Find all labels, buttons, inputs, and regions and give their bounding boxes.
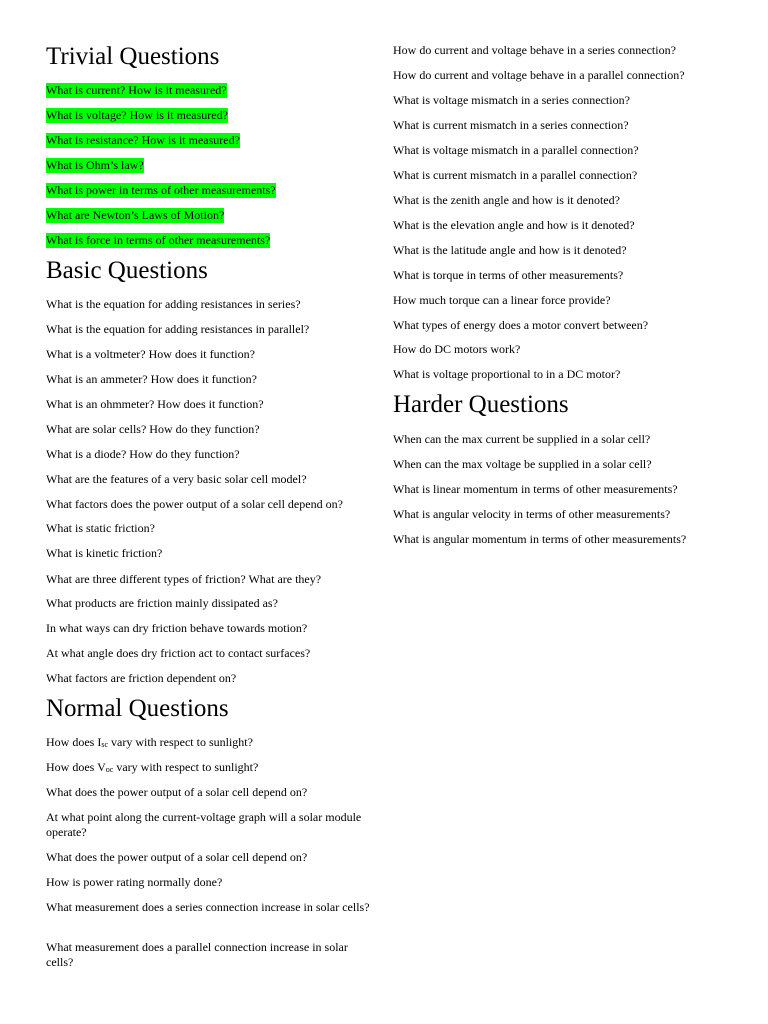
harder-question: What is linear momentum in terms of other measurements? — [393, 482, 678, 496]
normal-question: What is current mismatch in a series connection? — [393, 118, 629, 132]
basic-question: What factors does the power output of a solar cell depend on? — [46, 497, 343, 511]
normal-question: What is voltage proportional to in a DC motor? — [393, 367, 621, 381]
trivial-question: What is voltage? How is it measured? — [46, 108, 228, 122]
harder-question: What is angular momentum in terms of other measurements? — [393, 532, 687, 546]
trivial-question: What is force in terms of other measurements? — [46, 233, 271, 247]
basic-question: In what ways can dry friction behave towards motion? — [46, 621, 308, 635]
basic-question: What factors are friction dependent on? — [46, 671, 237, 685]
normal-question-isc — [46, 735, 253, 751]
voc-prefix: How does V — [46, 760, 106, 774]
trivial-question: What is power in terms of other measurements? — [46, 183, 276, 197]
harder-question: What is angular velocity in terms of other measurements? — [393, 507, 671, 521]
basic-question: What are three different types of friction? What are they? — [46, 572, 322, 586]
basic-question: What is static friction? — [46, 521, 155, 535]
section-heading-trivial: Trivial Questions — [46, 43, 220, 70]
basic-question: What is a voltmeter? How does it function? — [46, 347, 255, 361]
basic-question: What is the equation for adding resistances in parallel? — [46, 322, 310, 336]
basic-question: What products are friction mainly dissipated as? — [46, 596, 278, 610]
normal-question: What does the power output of a solar cell depend on? — [46, 785, 308, 799]
normal-question: How much torque can a linear force provide? — [393, 293, 611, 307]
section-heading-basic: Basic Questions — [46, 257, 208, 284]
trivial-question: What is current? How is it measured? — [46, 83, 227, 97]
isc-prefix: How does I — [46, 735, 102, 749]
normal-question: What is voltage mismatch in a parallel connection? — [393, 143, 639, 157]
section-heading-harder: Harder Questions — [393, 391, 569, 418]
normal-question: At what point along the current-voltage graph will a solar module operate? — [46, 810, 362, 839]
basic-question: At what angle does dry friction act to contact surfaces? — [46, 646, 311, 660]
basic-question: What are the features of a very basic solar cell model? — [46, 472, 307, 486]
voc-suffix: vary with respect to sunlight? — [113, 760, 259, 774]
normal-question: What measurement does a series connection increase in solar cells? — [46, 900, 370, 914]
basic-question: What is an ohmmeter? How does it function? — [46, 397, 264, 411]
trivial-question: What is Ohm’s law? — [46, 158, 144, 172]
harder-question: When can the max current be supplied in a solar cell? — [393, 432, 651, 446]
normal-question: How is power rating normally done? — [46, 875, 223, 889]
section-heading-normal: Normal Questions — [46, 695, 229, 722]
normal-question: How do current and voltage behave in a parallel connection? — [393, 68, 685, 82]
normal-question: How do DC motors work? — [393, 342, 521, 356]
normal-question: What is torque in terms of other measurements? — [393, 268, 624, 282]
normal-question: What does the power output of a solar cell depend on? — [46, 850, 308, 864]
basic-question: What are solar cells? How do they function? — [46, 422, 260, 436]
normal-question: How do current and voltage behave in a series connection? — [393, 43, 676, 57]
normal-question: What is the latitude angle and how is it denoted? — [393, 243, 627, 257]
normal-question: What is voltage mismatch in a series connection? — [393, 93, 630, 107]
harder-question: When can the max voltage be supplied in a solar cell? — [393, 457, 652, 471]
isc-subscript: sc — [101, 740, 108, 749]
normal-question: What is current mismatch in a parallel connection? — [393, 168, 638, 182]
voc-subscript: oc — [105, 765, 114, 774]
basic-question: What is a diode? How do they function? — [46, 447, 240, 461]
normal-question: What is the elevation angle and how is it denoted? — [393, 218, 635, 232]
isc-suffix: vary with respect to sunlight? — [108, 735, 253, 749]
trivial-question: What are Newton’s Laws of Motion? — [46, 208, 225, 222]
normal-question-voc — [46, 760, 258, 776]
basic-question: What is kinetic friction? — [46, 546, 163, 560]
basic-question: What is an ammeter? How does it function? — [46, 372, 257, 386]
normal-question: What measurement does a parallel connection increase in solar cells? — [46, 940, 348, 969]
normal-question: What is the zenith angle and how is it denoted? — [393, 193, 620, 207]
basic-question: What is the equation for adding resistances in series? — [46, 297, 301, 311]
trivial-question: What is resistance? How is it measured? — [46, 133, 240, 147]
normal-question: What types of energy does a motor convert between? — [393, 318, 649, 332]
